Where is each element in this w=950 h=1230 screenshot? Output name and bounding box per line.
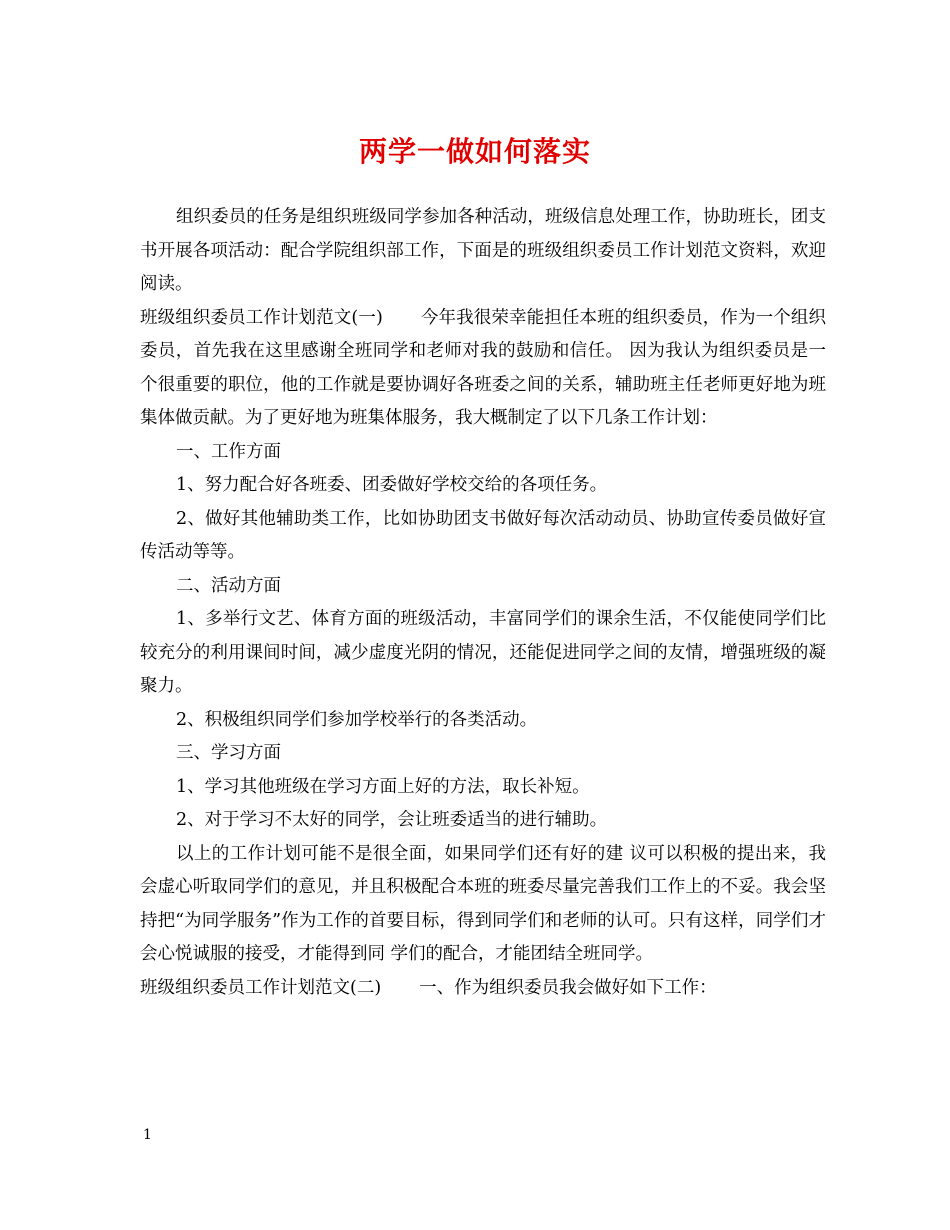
sample1-opening: 今年我很荣幸能担任本班的组织委员，作为一个组织委员，首先我在这里感谢全班同学和老师对我的鼓励和信任。 因为我认为组织委员是一个很重要的职位，他的工作就是要协调好各班委之间的关系，辅助班主任老师更好地为班集体做贡献。为了更好地为班集体服务，我大概制定了以下几条工作计划： <box>140 307 827 428</box>
intro-paragraph: 组织委员的任务是组织班级同学参加各种活动，班级信息处理工作，协助班长，团支书开展各项活动：配合学院组织部工作，下面是的班级组织委员工作计划范文资料，欢迎阅读。 <box>140 207 826 294</box>
document-title: 两学一做如何落实 <box>358 135 591 168</box>
list-item: 1、努力配合好各班委、团委做好学校交给的各项任务。 <box>176 475 608 495</box>
list-item: 2、做好其他辅助类工作，比如协助团支书做好每次活动动员、协助宣传委员做好宣传活动等等。 <box>140 508 826 562</box>
list-item: 2、对于学习不太好的同学，会让班委适当的进行辅助。 <box>176 810 608 830</box>
sample2-heading: 班级组织委员工作计划范文(二) <box>140 977 382 998</box>
list-item: 1、多举行文艺、体育方面的班级活动，丰富同学们的课余生活，不仅能使同学们比较充分的利用课间时间，减少虚度光阴的情况，还能促进同学之间的友情，增强班级的凝聚力。 <box>140 609 826 696</box>
section-heading: 三、学习方面 <box>176 743 281 763</box>
section-heading: 一、工作方面 <box>176 441 281 462</box>
closing-paragraph: 以上的工作计划可能不是很全面，如果同学们还有好的建 议可以积极的提出来，我会虚心听取同学们的意见，并且积极配合本班的班委尽量完善我们工作上的不妥。我会坚持把“为同学服务”作为工作的首要目标，得到同学们和老师的认可。只有这样，同学们才会心悦诚服的接受，才能得到同 学们的配合，才能团结全班同学。 <box>140 843 826 964</box>
sample1-heading: 班级组织委员工作计划范文(一) <box>140 307 383 328</box>
page-number: 1 <box>143 1127 152 1143</box>
list-item: 2、积极组织同学们参加学校举行的各类活动。 <box>176 709 538 730</box>
sample2-opening: 一、作为组织委员我会做好如下工作： <box>419 977 717 998</box>
sample1-paragraph <box>140 302 826 436</box>
section-heading: 二、活动方面 <box>176 575 281 596</box>
list-item: 1、学习其他班级在学习方面上好的方法，取长补短。 <box>176 776 590 797</box>
document-body <box>140 201 826 1005</box>
sample2-paragraph <box>140 972 826 1006</box>
